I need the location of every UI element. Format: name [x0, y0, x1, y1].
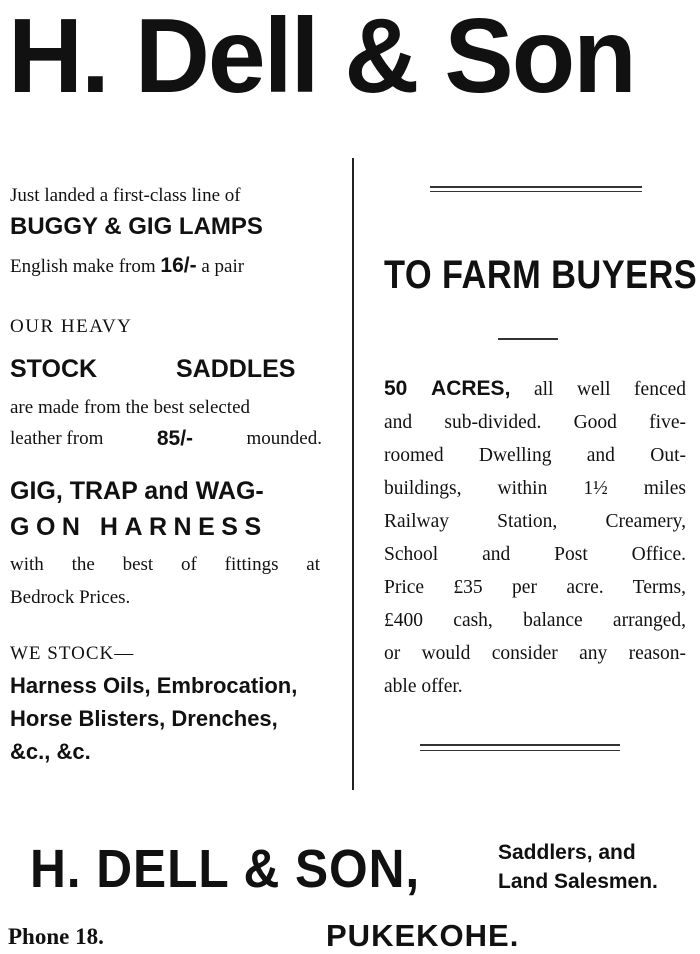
- stock-items-1: Harness Oils, Embrocation,: [10, 673, 298, 698]
- farm-line-6: School and Post Office.: [384, 544, 686, 565]
- farm-line-3: roomed Dwelling and Out-: [384, 445, 686, 466]
- footer-role-2: Land Salesmen.: [498, 870, 658, 893]
- footer-business-name: H. DELL & SON,: [30, 839, 421, 899]
- saddles-desc-2a: leather from: [10, 428, 104, 449]
- harness-desc-2: Bedrock Prices.: [10, 587, 131, 608]
- farm-line-9: or would consider any reason-: [384, 643, 686, 664]
- masthead-title: H. Dell & Son: [8, 0, 635, 115]
- top-rule-1: [430, 186, 642, 188]
- farm-line-8: £400 cash, balance arranged,: [384, 610, 686, 631]
- bottom-rule-1: [420, 744, 620, 746]
- farm-heading: TO FARM BUYERS: [384, 253, 698, 297]
- farm-line-1: [384, 372, 686, 406]
- stock-items-3: &c., &c.: [10, 739, 91, 764]
- lamps-price-prefix: English make from: [10, 256, 156, 277]
- farm-line-4: buildings, within 1½ miles: [384, 478, 686, 499]
- farm-line-2: and sub-divided. Good five-: [384, 412, 686, 433]
- top-rule-2: [430, 191, 642, 192]
- bottom-rule-2: [420, 750, 620, 751]
- harness-heading-1: GIG, TRAP and WAG-: [10, 477, 264, 505]
- farm-acres: 50 ACRES,: [384, 377, 511, 400]
- farm-line-7: Price £35 per acre. Terms,: [384, 577, 686, 598]
- footer-town: PUKEKOHE.: [326, 918, 520, 953]
- lamps-price: 16/-: [160, 254, 197, 277]
- saddles-desc-2: [10, 427, 322, 451]
- harness-desc-1: with the best of fittings at: [10, 554, 320, 575]
- harness-heading-2: GON HARNESS: [10, 513, 268, 541]
- footer-phone: Phone 18.: [8, 924, 104, 949]
- short-rule: [498, 338, 558, 340]
- stock-intro: WE STOCK—: [10, 643, 135, 664]
- footer-role: [498, 838, 658, 896]
- saddles-desc-2b: mounded.: [246, 428, 322, 449]
- farm-line-10: able offer.: [384, 676, 463, 697]
- lamps-price-line: [10, 254, 244, 279]
- saddles-heading-saddles: SADDLES: [176, 355, 296, 383]
- stock-items-2: Horse Blisters, Drenches,: [10, 706, 278, 731]
- farm-line-1-rest: all well fenced: [533, 379, 686, 400]
- saddles-desc-1: are made from the best selected: [10, 397, 251, 418]
- saddles-intro: OUR HEAVY: [10, 316, 133, 337]
- lamps-price-suffix: a pair: [201, 256, 245, 277]
- saddles-heading-stock: STOCK: [10, 355, 98, 383]
- farm-description: [384, 372, 686, 703]
- farm-line-5: Railway Station, Creamery,: [384, 511, 686, 532]
- footer-role-1: Saddlers, and: [498, 841, 636, 864]
- lamps-intro: Just landed a first-class line of: [10, 185, 241, 206]
- column-divider: [352, 158, 354, 790]
- lamps-heading: BUGGY & GIG LAMPS: [10, 213, 263, 240]
- saddles-price: 85/-: [156, 427, 194, 450]
